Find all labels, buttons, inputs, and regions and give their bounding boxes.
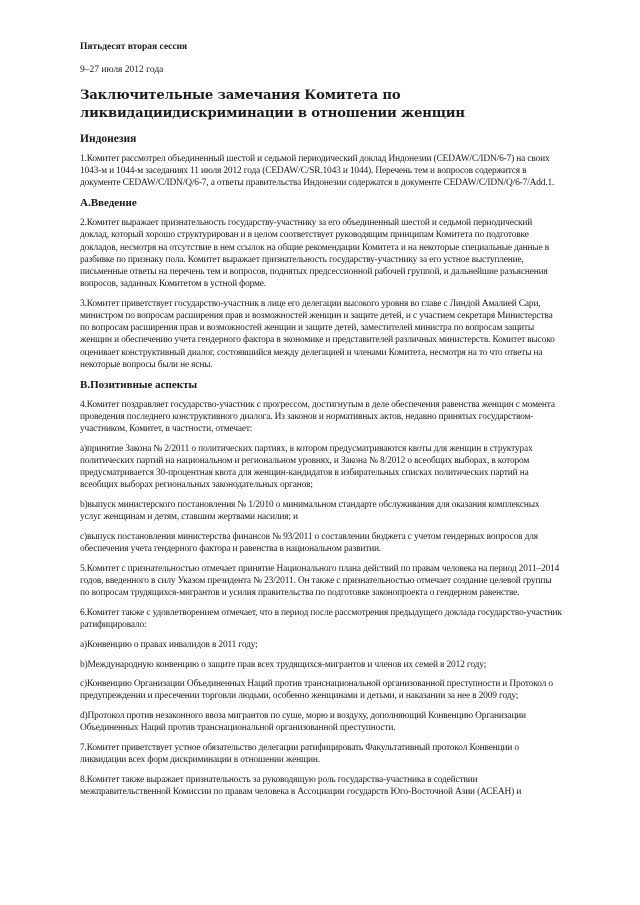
document-page — [80, 42, 562, 806]
country-heading: Индонезия — [80, 133, 137, 145]
paragraph-5: 5.Комитет с признательностью отмечает принятие Национального плана действий по правам человека на период 2011–2014 годов, введенного в силу Указом президента № 23/2011. Он также с признательностью отмечает создание целевой группы по вопросам трудящихся-мигрантов и усилия правительства по подготовке законопроекта о гендерном равенстве. — [80, 563, 560, 599]
paragraph-4a: a)принятие Закона № 2/2011 о политических партиях, в котором предусматриваются квоты для женщин в структурах политических партий на национальном и региональном уровнях, и Закона № 8/2012 о всеобщих выборах, в котором предусматривается 30-процентная квота для женщин-кандидатов в избирательных списках политических партий на всеобщих выборах региональных законодательных органов; — [80, 443, 533, 491]
paragraph-7: 7.Комитет приветствует устное обязательство делегации ратифицировать Факультативный протокол Конвенции о ликвидации всех форм дискриминации в отношении женщин. — [80, 743, 519, 766]
paragraph-1: 1.Комитет рассмотрел объединенный шестой и седьмой периодический доклад Индонезии (CEDAW/C/IDN/6-7) на своих 1043-м и 1044-м заседаниях 11 июля 2012 года (CEDAW/C/SR.1043 и 1044). Перечень тем и вопросов содержится в документе CEDAW/C/IDN/Q/6-7, а ответы правительства Индонезии содержатся в документе CEDAW/C/IDN/Q/6-7/Add.1. — [80, 154, 555, 189]
paragraph-6a: a)Конвенцию о правах инвалидов в 2011 году; — [80, 639, 258, 650]
paragraph-6d: d)Протокол против незаконного ввоза мигрантов по суше, морю и воздуху, дополняющий Конвенцию Организации Объединенных Наций против транснациональной организованной преступности. — [80, 711, 526, 734]
section-heading-introduction: A.Введение — [80, 197, 137, 210]
paragraph-8: 8.Комитет также выражает признательность за руководящую роль государства-участника в содействии межправительственной Комиссии по правам человека в Ассоциации государств Юго-Восточной Азии (АСЕАН) и — [80, 774, 522, 798]
paragraph-4: 4.Комитет поздравляет государство-участник с прогрессом, достигнутым в деле обеспечения равенства женщин с момента проведения последнего конструктивного диалога. Из законов и нормативных актов, недавно принятых государством-участником, Комитет, в частности, отмечает: — [80, 399, 555, 434]
session-label: Пятьдесят вторая сессия — [80, 42, 188, 52]
section-heading-positive-aspects: B.Позитивные аспекты — [80, 378, 198, 391]
document-title: Заключительные замечания Комитета по ликвидациидискриминации в отношении женщин — [80, 88, 465, 121]
paragraph-6c: c)Конвенцию Организации Объединенных Наций против транснациональной организованной преступности и Протокол о предупреждении и пресечении торговли людьми, особенно женщинами и детьми, и наказании за нее в 2009 году; — [80, 679, 553, 702]
paragraph-4c: c)выпуск постановления министерства финансов № 93/2011 о составлении бюджета с учетом гендерных вопросов для обеспечения учета гендерного фактора и равенства в национальном развитии. — [80, 531, 538, 555]
paragraph-3: 3.Комитет приветствует государство-участник в лице его делегации высокого уровня во главе с Линдой Амалией Сари, министром по вопросам расширения прав и возможностей женщин и защите детей, и с участием секретаря Министерства по вопросам расширения прав и возможностей женщин и защите детей, заместителей министра по вопросам защиты женщин и обеспечению учета гендерного фактора в экономике и представителей различных министерств. Комитет высоко оценивает конструктивный диалог, состоявшийся между делегацией и членами Комитета, несмотря на то что ответы на некоторые вопросы были не ясны. — [80, 298, 555, 370]
paragraph-4b: b)выпуск министерского постановления № 1/2010 о минимальном стандарте обслуживания для оказания комплексных услуг женщинам и детям, ставшим жертвами насилия; и — [80, 499, 540, 523]
paragraph-6b: b)Международную конвенцию о защите прав всех трудящихся-мигрантов и членов их семей в 2012 году; — [80, 659, 487, 670]
paragraph-6: 6.Комитет также с удовлетворением отмечает, что в период после рассмотрения предыдущего доклада государство-участник ратифицировало: — [80, 607, 562, 631]
session-dates: 9–27 июля 2012 года — [80, 65, 164, 75]
paragraph-2: 2.Комитет выражает признательность государству-участнику за его объединенный шестой и седьмой периодический доклад, который хорошо структурирован и в целом соответствует руководящим принципам Комитета по подготовке докладов, несмотря на отсутствие в нем ссылок на общие рекомендации Комитета и на некоторые специальные данные в разбивке по признаку пола. Комитет выражает признательность государству-участнику за его устное выступление, письменные ответы на перечень тем и вопросов, поднятых предсессионной рабочей группой, и дальнейшие разъяснения вопросов, заданных Комитетом в устной форме. — [80, 218, 550, 290]
